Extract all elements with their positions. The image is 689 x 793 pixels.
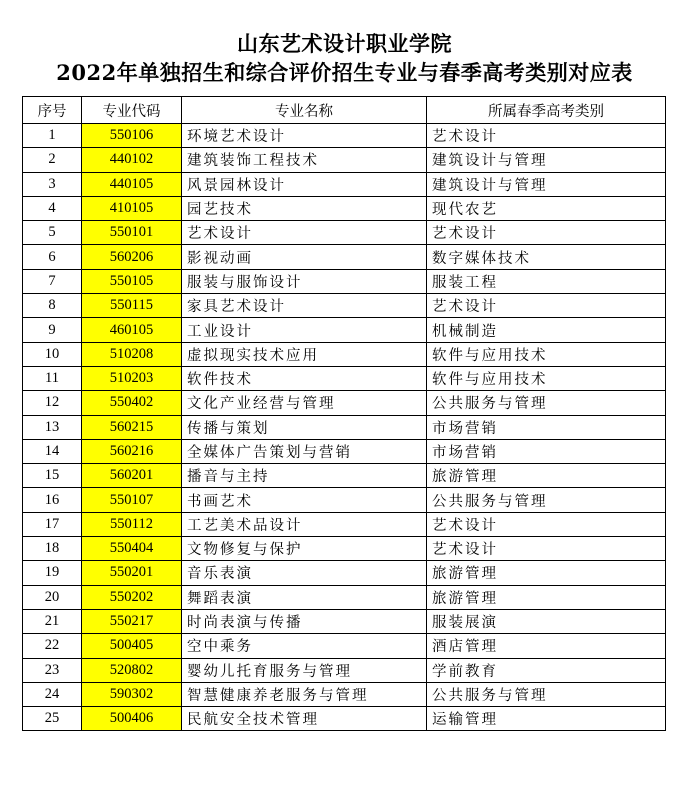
row-serial-number: 3 [23, 172, 82, 196]
row-serial-number: 11 [23, 366, 82, 390]
row-exam-category: 服装展演 [427, 609, 666, 633]
header-major-code: 专业代码 [82, 97, 182, 124]
table-row [23, 366, 666, 390]
row-major-name: 工艺美术品设计 [182, 512, 427, 536]
row-exam-category: 艺术设计 [427, 512, 666, 536]
row-serial-number: 21 [23, 609, 82, 633]
table-row [23, 342, 666, 366]
table-row [23, 391, 666, 415]
row-major-name: 空中乘务 [182, 634, 427, 658]
row-major-code: 550201 [82, 561, 182, 585]
row-major-code: 520802 [82, 658, 182, 682]
row-major-name: 家具艺术设计 [182, 294, 427, 318]
row-major-code: 440102 [82, 148, 182, 172]
row-major-name: 艺术设计 [182, 221, 427, 245]
row-major-code: 550105 [82, 269, 182, 293]
table-row [23, 488, 666, 512]
row-exam-category: 数字媒体技术 [427, 245, 666, 269]
row-major-name: 全媒体广告策划与营销 [182, 439, 427, 463]
row-serial-number: 12 [23, 391, 82, 415]
row-serial-number: 8 [23, 294, 82, 318]
table-row [23, 439, 666, 463]
row-major-code: 560201 [82, 464, 182, 488]
row-exam-category: 建筑设计与管理 [427, 172, 666, 196]
table-header-row [23, 97, 666, 124]
row-exam-category: 艺术设计 [427, 221, 666, 245]
row-serial-number: 23 [23, 658, 82, 682]
table-row [23, 707, 666, 731]
row-major-name: 环境艺术设计 [182, 124, 427, 148]
row-exam-category: 运输管理 [427, 707, 666, 731]
row-serial-number: 22 [23, 634, 82, 658]
row-major-name: 软件技术 [182, 366, 427, 390]
row-serial-number: 14 [23, 439, 82, 463]
row-major-code: 440105 [82, 172, 182, 196]
row-serial-number: 2 [23, 148, 82, 172]
table-row [23, 609, 666, 633]
table-row [23, 658, 666, 682]
row-serial-number: 1 [23, 124, 82, 148]
row-serial-number: 18 [23, 537, 82, 561]
table-row [23, 221, 666, 245]
row-exam-category: 学前教育 [427, 658, 666, 682]
row-major-code: 550217 [82, 609, 182, 633]
row-serial-number: 4 [23, 196, 82, 220]
table-row [23, 148, 666, 172]
row-major-name: 影视动画 [182, 245, 427, 269]
row-serial-number: 5 [23, 221, 82, 245]
row-exam-category: 现代农艺 [427, 196, 666, 220]
row-major-name: 音乐表演 [182, 561, 427, 585]
row-major-name: 服装与服饰设计 [182, 269, 427, 293]
row-major-name: 园艺技术 [182, 196, 427, 220]
row-major-name: 智慧健康养老服务与管理 [182, 682, 427, 706]
row-major-code: 550402 [82, 391, 182, 415]
row-exam-category: 公共服务与管理 [427, 682, 666, 706]
row-major-name: 婴幼儿托育服务与管理 [182, 658, 427, 682]
row-major-code: 550202 [82, 585, 182, 609]
row-major-name: 民航安全技术管理 [182, 707, 427, 731]
row-major-code: 560216 [82, 439, 182, 463]
row-major-code: 460105 [82, 318, 182, 342]
table-row [23, 318, 666, 342]
table-row [23, 634, 666, 658]
table-row [23, 172, 666, 196]
row-serial-number: 20 [23, 585, 82, 609]
row-major-name: 传播与策划 [182, 415, 427, 439]
row-major-code: 560215 [82, 415, 182, 439]
table-row [23, 682, 666, 706]
row-major-name: 时尚表演与传播 [182, 609, 427, 633]
row-exam-category: 软件与应用技术 [427, 366, 666, 390]
row-major-name: 文物修复与保护 [182, 537, 427, 561]
row-major-code: 550101 [82, 221, 182, 245]
row-major-code: 550115 [82, 294, 182, 318]
row-exam-category: 旅游管理 [427, 464, 666, 488]
row-major-name: 虚拟现实技术应用 [182, 342, 427, 366]
row-exam-category: 软件与应用技术 [427, 342, 666, 366]
row-serial-number: 25 [23, 707, 82, 731]
row-major-code: 410105 [82, 196, 182, 220]
row-major-code: 500405 [82, 634, 182, 658]
row-exam-category: 市场营销 [427, 415, 666, 439]
row-serial-number: 19 [23, 561, 82, 585]
table-row [23, 245, 666, 269]
row-major-code: 550404 [82, 537, 182, 561]
row-exam-category: 建筑设计与管理 [427, 148, 666, 172]
table-row [23, 124, 666, 148]
row-exam-category: 服装工程 [427, 269, 666, 293]
row-exam-category: 公共服务与管理 [427, 488, 666, 512]
row-major-name: 风景园林设计 [182, 172, 427, 196]
row-major-code: 550106 [82, 124, 182, 148]
row-serial-number: 7 [23, 269, 82, 293]
row-major-code: 550107 [82, 488, 182, 512]
document-title: 山东艺术设计职业学院 [237, 31, 452, 56]
header-exam-category: 所属春季高考类别 [427, 97, 666, 124]
row-major-name: 文化产业经营与管理 [182, 391, 427, 415]
row-exam-category: 艺术设计 [427, 294, 666, 318]
row-exam-category: 艺术设计 [427, 124, 666, 148]
row-exam-category: 酒店管理 [427, 634, 666, 658]
row-serial-number: 24 [23, 682, 82, 706]
row-exam-category: 机械制造 [427, 318, 666, 342]
row-major-name: 舞蹈表演 [182, 585, 427, 609]
row-exam-category: 艺术设计 [427, 537, 666, 561]
row-exam-category: 市场营销 [427, 439, 666, 463]
row-major-name: 工业设计 [182, 318, 427, 342]
row-exam-category: 旅游管理 [427, 561, 666, 585]
major-category-table [22, 96, 666, 731]
row-serial-number: 10 [23, 342, 82, 366]
row-major-code: 510208 [82, 342, 182, 366]
row-serial-number: 6 [23, 245, 82, 269]
table-row [23, 196, 666, 220]
row-serial-number: 13 [23, 415, 82, 439]
table-row [23, 415, 666, 439]
row-serial-number: 9 [23, 318, 82, 342]
table-row [23, 537, 666, 561]
row-major-code: 560206 [82, 245, 182, 269]
document-subtitle: 2022年单独招生和综合评价招生专业与春季高考类别对应表 [56, 60, 633, 85]
row-major-name: 播音与主持 [182, 464, 427, 488]
row-major-code: 590302 [82, 682, 182, 706]
table-row [23, 269, 666, 293]
header-major-name: 专业名称 [182, 97, 427, 124]
row-major-name: 建筑装饰工程技术 [182, 148, 427, 172]
row-exam-category: 旅游管理 [427, 585, 666, 609]
table-row [23, 464, 666, 488]
row-major-code: 500406 [82, 707, 182, 731]
row-serial-number: 16 [23, 488, 82, 512]
table-row [23, 294, 666, 318]
table-row [23, 512, 666, 536]
row-major-code: 550112 [82, 512, 182, 536]
row-serial-number: 15 [23, 464, 82, 488]
row-major-name: 书画艺术 [182, 488, 427, 512]
row-major-code: 510203 [82, 366, 182, 390]
row-serial-number: 17 [23, 512, 82, 536]
table-row [23, 585, 666, 609]
table-row [23, 561, 666, 585]
header-serial-number: 序号 [23, 97, 82, 124]
row-exam-category: 公共服务与管理 [427, 391, 666, 415]
